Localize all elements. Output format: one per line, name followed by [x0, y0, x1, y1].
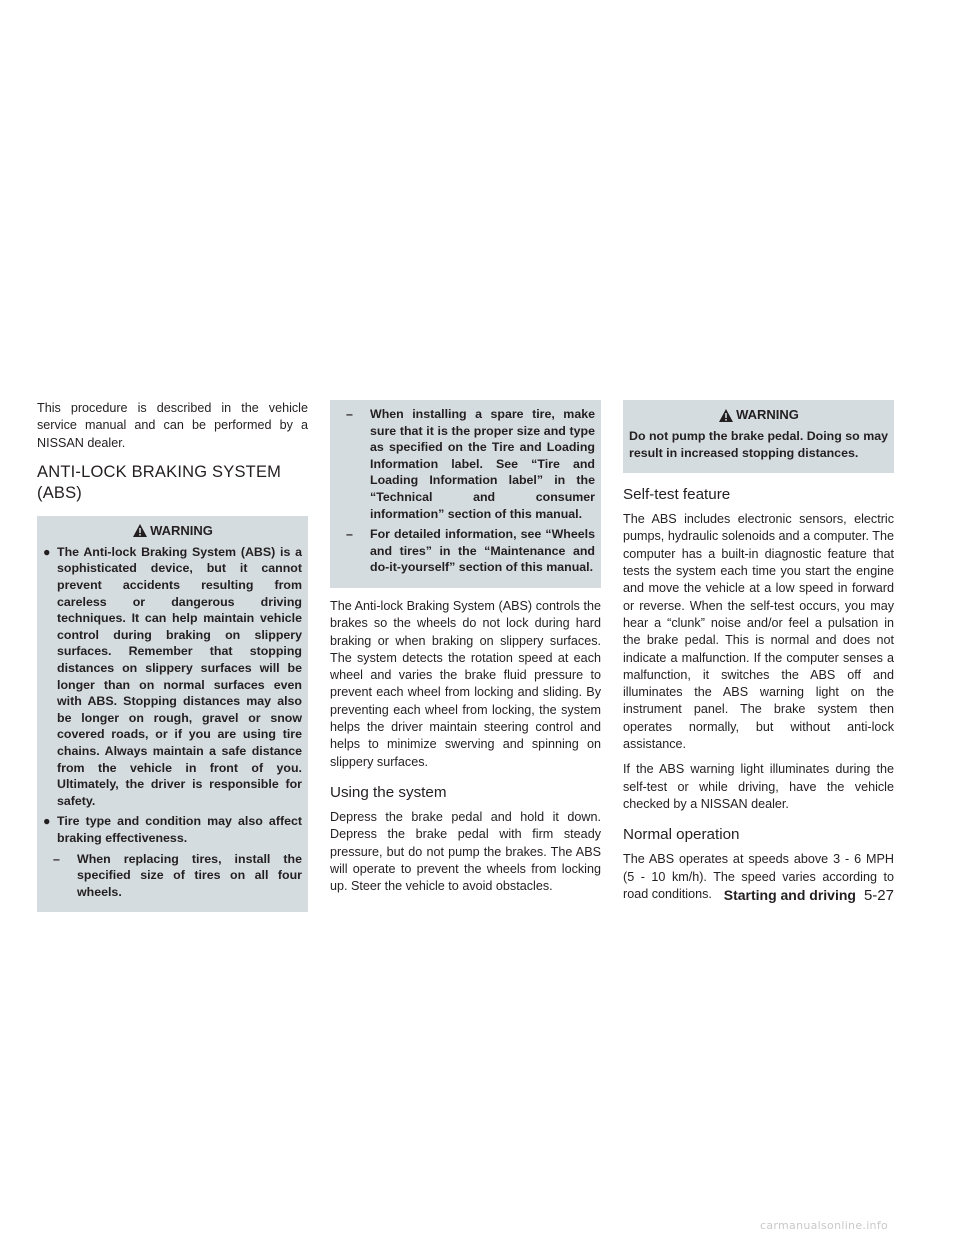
warning-bullet-text: The Anti-lock Braking System (ABS) is a sophisticated device, but it cannot prevent accidents resulting from careless or dangerous driving techniques. It can help maintain vehicle control during braking on slippery surfaces. Remember that stopping distances on slippery surfaces will be longer than on normal surfaces even with ABS. Stopping distances may also be longer on rough, gravel or snow covered roads, or if you are using tire chains. Always maintain a safe distance from the vehicle in front of you. Ultimately, the driver is responsible for safety.	[57, 544, 302, 808]
footer-section-title: Starting and driving	[723, 887, 856, 903]
warning-dash-item	[53, 851, 302, 901]
warning-title: WARNING	[736, 407, 799, 422]
column-right	[623, 400, 894, 911]
warning-triangle-icon	[718, 408, 734, 423]
dash-icon: –	[53, 851, 60, 866]
warning-box-pump	[623, 400, 894, 473]
warning-header	[629, 406, 888, 424]
normal-operation-paragraph: The ABS operates at speeds above 3 - 6 MPH (5 - 10 km/h). The speed varies according to road conditions.	[623, 852, 894, 901]
subheading-using-system: Using the system	[330, 783, 447, 801]
subheading-normal-operation: Normal operation	[623, 826, 740, 844]
bullet-icon: ●	[43, 544, 51, 559]
page-footer	[706, 887, 894, 904]
warning-dash-item	[346, 526, 595, 576]
dash-icon: –	[346, 407, 353, 421]
self-test-paragraph: The ABS includes electronic sensors, electric pumps, hydraulic solenoids and a computer. The computer has a built-in diagnostic feature that tests the system each time you start the engine and move the vehicle at a low speed in forward or reverse. When the self-test occurs, you may hear a “clunk” noise and/or feel a pulsation in the brake pedal. This is normal and does not indicate a malfunction. If the computer senses a malfunction, it switches the ABS off and illuminates the ABS warning light on the instrument panel. The brake system then operates normally, but without anti-lock assistance.	[623, 512, 894, 752]
warning-title: WARNING	[150, 522, 213, 538]
abs-description-paragraph: The Anti-lock Braking System (ABS) controls the brakes so the wheels do not lock during hard braking or when braking on slippery surfaces. The system detects the rotation speed at each wheel and varies the brake fluid pressure to prevent each wheel from locking and sliding. By preventing each wheel from locking, the system helps the driver maintain steering control and helps to minimize swerving and spinning on slippery surfaces.	[330, 598, 601, 769]
using-system-paragraph: Depress the brake pedal and hold it down. Depress the brake pedal with firm steady pressure, but do not pump the brakes. The ABS will operate to prevent the wheels from locking up. Steer the vehicle to avoid obstacles.	[330, 809, 601, 894]
warning-bullet	[43, 813, 302, 846]
warning-box-continued	[330, 400, 601, 588]
warning-header	[43, 522, 302, 540]
warning-dash-text: For detailed information, see “Wheels and tires” in the “Maintenance and do-it-yourself” section of this manual.	[370, 527, 595, 575]
intro-paragraph: This procedure is described in the vehicle service manual and can be performed by a NISSAN dealer.	[37, 401, 308, 450]
column-left	[37, 400, 308, 922]
warning-text: Do not pump the brake pedal. Doing so may result in increased stopping distances.	[629, 429, 888, 460]
column-middle	[330, 400, 601, 903]
page-number: 5-27	[863, 887, 894, 904]
dash-icon: –	[346, 527, 353, 542]
warning-dash-item	[346, 406, 595, 522]
warning-light-paragraph: If the ABS warning light illuminates during the self-test or while driving, have the vehicle checked by a NISSAN dealer.	[623, 762, 894, 811]
warning-dash-text: When installing a spare tire, make sure that it is the proper size and type as specified on the Tire and Loading Information label. See “Tire and Loading Information label” in the “Technical and consumer information” section of this manual.	[370, 407, 595, 521]
warning-bullet-text: Tire type and condition may also affect braking effectiveness.	[57, 814, 302, 845]
warning-box-abs	[37, 516, 308, 912]
watermark-text: carmanualsonline.info	[760, 1219, 889, 1232]
bullet-icon: ●	[43, 814, 51, 829]
subheading-self-test: Self-test feature	[623, 486, 731, 504]
warning-dash-text: When replacing tires, install the specified size of tires on all four wheels.	[77, 851, 302, 899]
section-heading-abs: ANTI-LOCK BRAKING SYSTEM (ABS)	[37, 462, 282, 502]
warning-triangle-icon	[132, 523, 148, 538]
warning-bullet	[43, 544, 302, 810]
